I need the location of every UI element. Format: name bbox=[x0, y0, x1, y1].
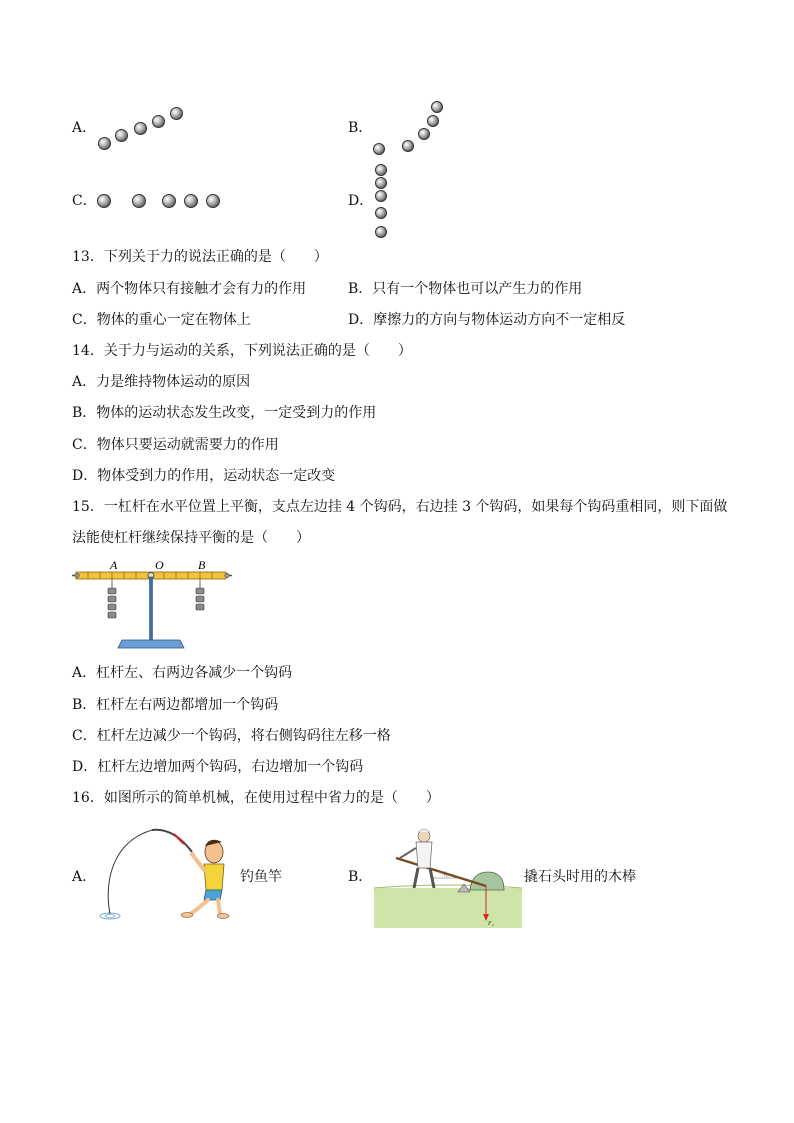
q14-option-c: C．物体只要运动就需要力的作用 bbox=[72, 437, 279, 453]
q14-option-b: B．物体的运动状态发生改变，一定受到力的作用 bbox=[72, 405, 377, 421]
q16-option-a-caption: 钓鱼竿 bbox=[240, 869, 282, 885]
option-c-label: C． bbox=[72, 193, 97, 209]
q16-stem: 16．如图所示的简单机械，在使用过程中省力的是（ ） bbox=[72, 790, 440, 806]
fishing-rod-illustration bbox=[92, 822, 242, 924]
q16-option-b-caption: 撬石头时用的木棒 bbox=[524, 869, 636, 885]
lever-label-b: B bbox=[198, 558, 206, 572]
lever-figure bbox=[72, 556, 234, 652]
q13-option-a: A．两个物体只有接触才会有力的作用 bbox=[72, 281, 307, 297]
option-a-label: A． bbox=[72, 120, 97, 136]
lever-label-a: A bbox=[110, 558, 118, 572]
crowbar-illustration bbox=[374, 826, 522, 928]
q15-option-b: B．杠杆左右两边都增加一个钩码 bbox=[72, 697, 279, 713]
q15-option-a: A．杠杆左、右两边各减少一个钩码 bbox=[72, 665, 293, 681]
option-d-label: D． bbox=[348, 193, 374, 209]
lever-arm-label: l₁ bbox=[444, 872, 448, 878]
q13-option-d: D．摩擦力的方向与物体运动方向不一定相反 bbox=[348, 312, 626, 328]
q16-option-b-label: B． bbox=[348, 869, 373, 885]
q13-stem: 13．下列关于力的说法正确的是（ ） bbox=[72, 249, 328, 265]
force-label: F₂ bbox=[488, 921, 494, 927]
option-b-label: B． bbox=[348, 120, 373, 136]
q15-stem-line1: 15．一杠杆在水平位置上平衡，支点左边挂 4 个钩码，右边挂 3 个钩码，如果每个钩码重相同，则下面做 bbox=[72, 499, 728, 515]
q13-option-c: C．物体的重心一定在物体上 bbox=[72, 312, 251, 328]
q14-option-a: A．力是维持物体运动的原因 bbox=[72, 374, 251, 390]
q14-stem: 14．关于力与运动的关系，下列说法正确的是（ ） bbox=[72, 343, 412, 359]
q13-option-b: B．只有一个物体也可以产生力的作用 bbox=[348, 281, 583, 297]
lever-label-o: O bbox=[155, 558, 164, 572]
q14-option-d: D．物体受到力的作用，运动状态一定改变 bbox=[72, 468, 336, 484]
q15-stem-line2: 法能使杠杆继续保持平衡的是（ ） bbox=[72, 530, 310, 546]
q16-option-a-label: A． bbox=[72, 869, 97, 885]
q15-option-d: D．杠杆左边增加两个钩码，右边增加一个钩码 bbox=[72, 759, 364, 775]
q15-option-c: C．杠杆左边减少一个钩码，将右侧钩码往左移一格 bbox=[72, 728, 391, 744]
